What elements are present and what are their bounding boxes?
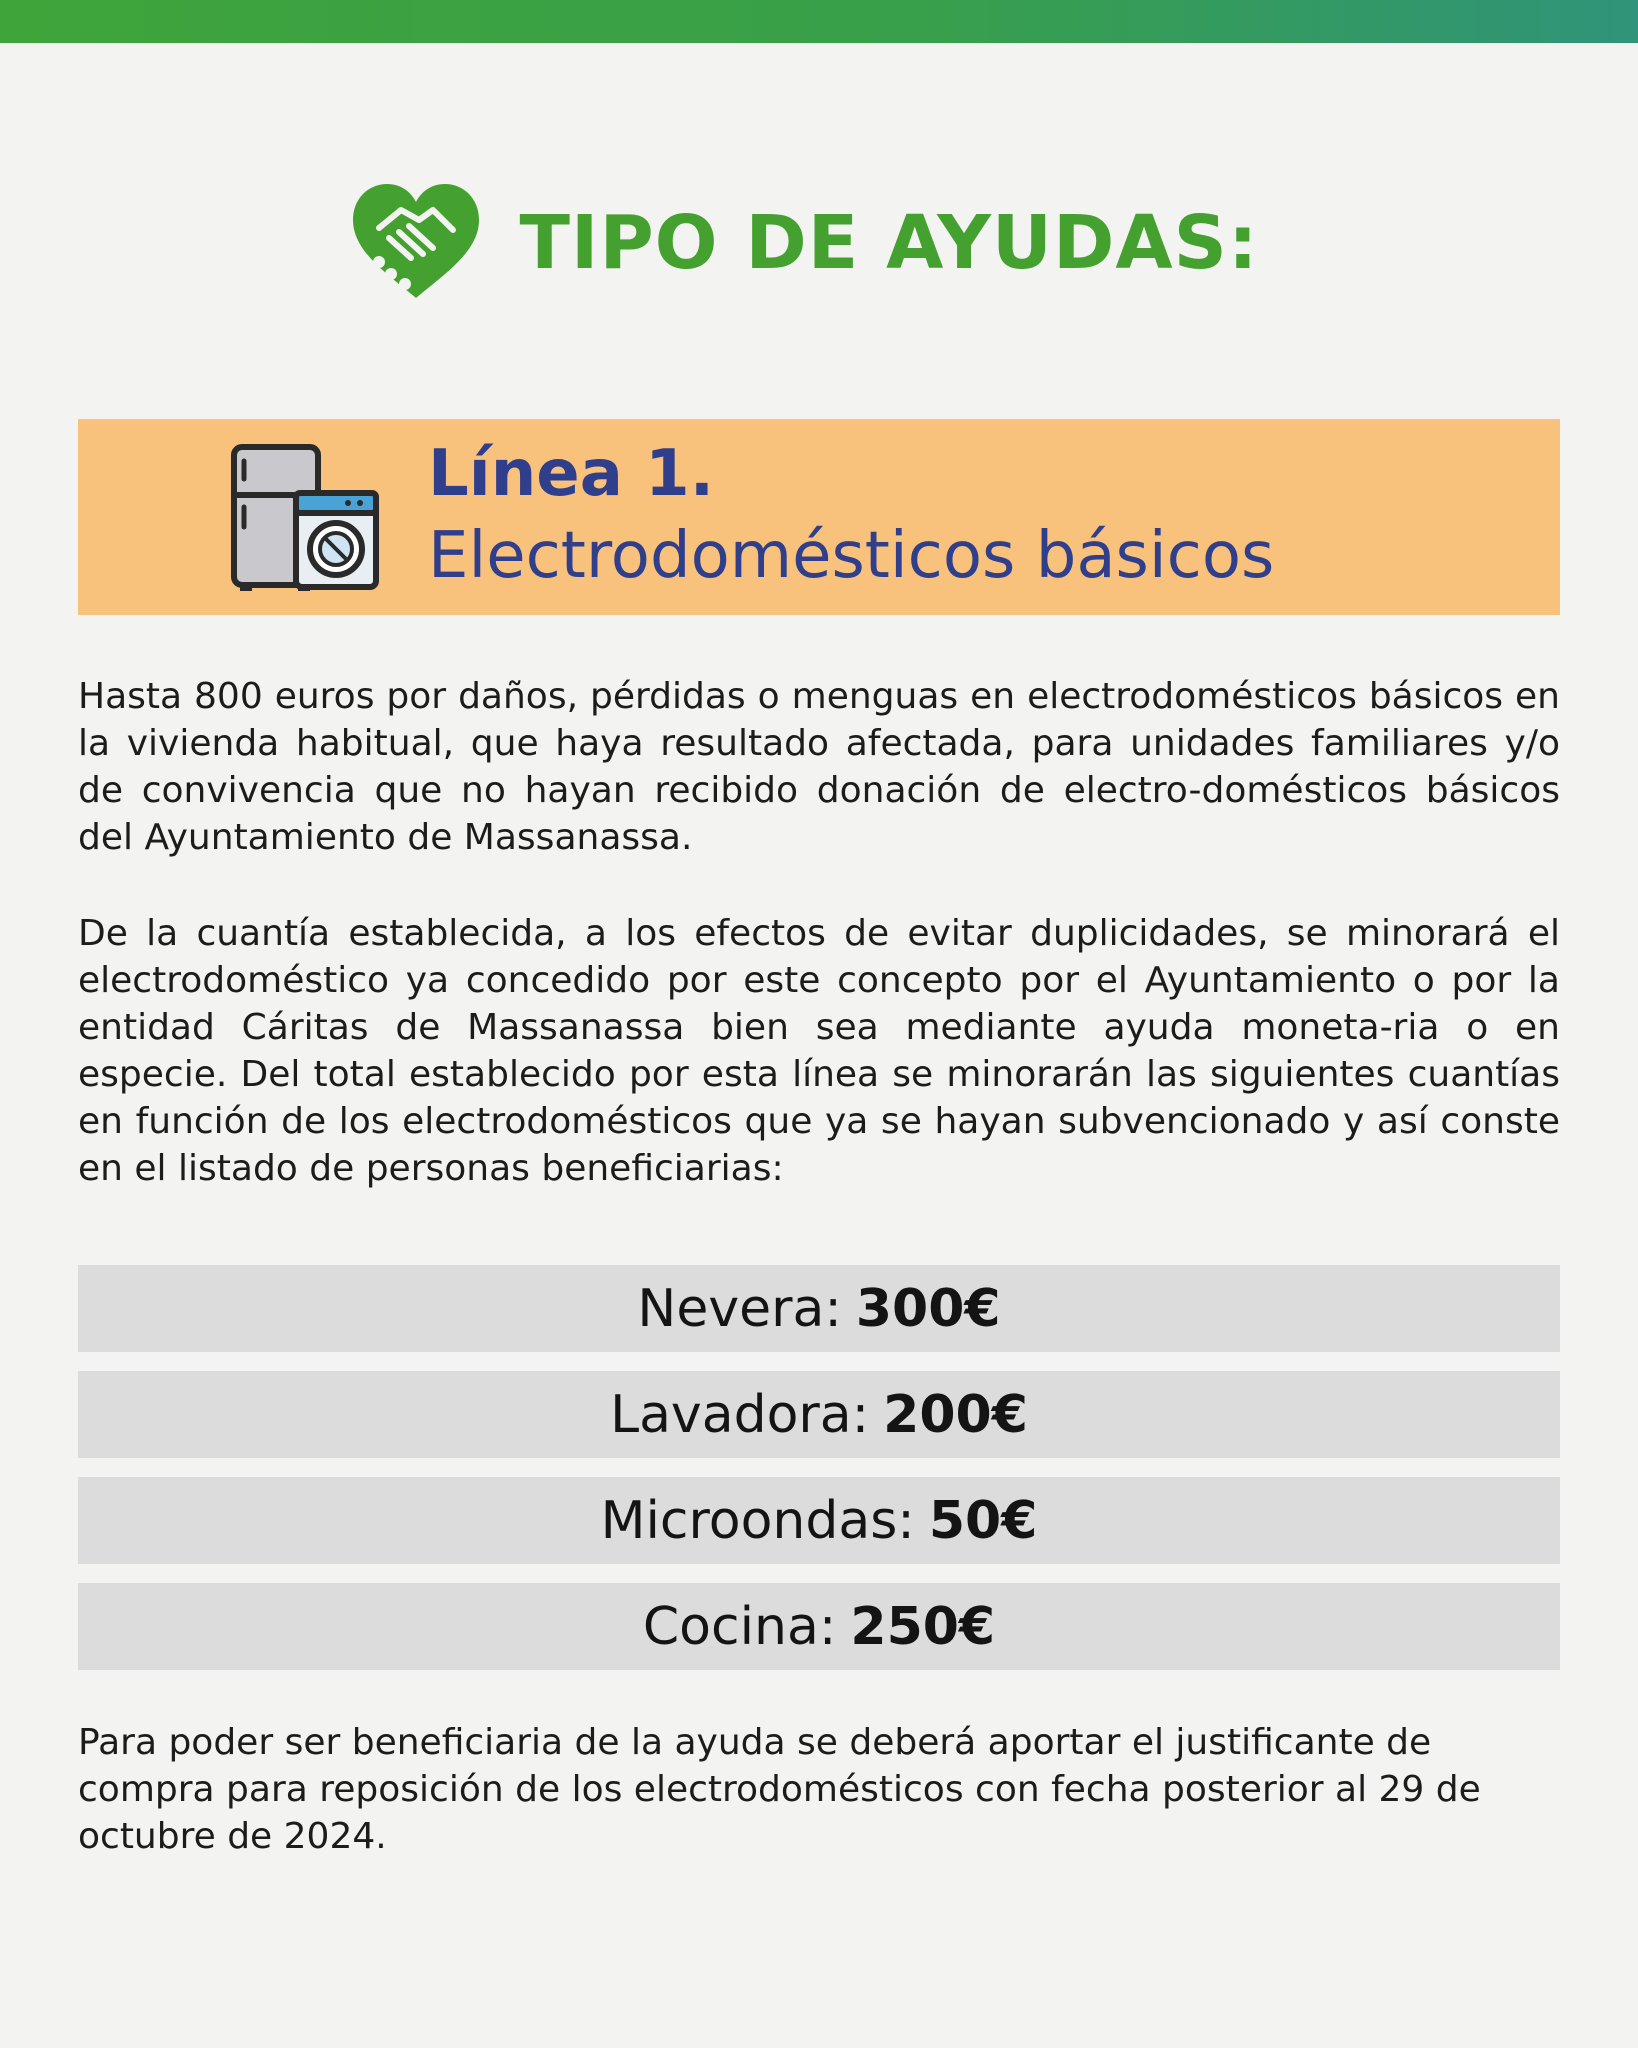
amount-value: 250€	[850, 1596, 996, 1657]
paragraph-requirement: Para poder ser beneficiaria de la ayuda se deberá aportar el justificante de compra para reposición de los electrodomésticos con fecha posterior al 29 de octubre de 2024.	[78, 1722, 1481, 1857]
amount-row-cocina	[78, 1583, 1560, 1670]
amount-value: 50€	[928, 1490, 1038, 1551]
amount-item: Lavadora:	[610, 1384, 870, 1445]
section-heading	[0, 180, 1638, 306]
paragraph-intro: Hasta 800 euros por daños, pérdidas o menguas en electrodomésticos básicos en la vivienda habitual, que haya resultado afectada, para unidades familiares y/o de convivencia que no hayan recibido donación de electro-domésticos básicos del Ayuntamiento de Massanassa.	[78, 676, 1560, 858]
amount-item: Nevera:	[637, 1278, 842, 1339]
page-title: TIPO DE AYUDAS:	[519, 200, 1259, 286]
amount-row-nevera	[78, 1265, 1560, 1352]
amount-row-microondas	[78, 1477, 1560, 1564]
amount-value: 300€	[855, 1278, 1001, 1339]
amount-value: 200€	[883, 1384, 1028, 1445]
handshake-heart-icon	[349, 180, 483, 306]
amounts-list	[78, 1265, 1560, 1689]
line-label: Línea 1.	[428, 437, 714, 511]
amount-item: Cocina:	[642, 1596, 837, 1657]
appliances-icon	[230, 443, 380, 593]
paragraph-deductions: De la cuantía establecida, a los efectos de evitar duplicidades, se minorará el electrodoméstico ya concedido por este concepto por el Ayuntamiento o por la entidad Cáritas de Massanassa bien sea mediante ayuda moneta-ria o en especie. Del total establecido por esta línea se minorarán las siguientes cuantías en función de los electrodomésticos que ya se hayan subvencionado y así conste en el listado de personas beneficiarias:	[78, 913, 1560, 1189]
top-gradient-bar	[0, 0, 1638, 43]
line-banner	[78, 419, 1560, 615]
amount-item: Microondas:	[600, 1490, 915, 1551]
line-title: Electrodomésticos básicos	[428, 519, 1275, 593]
amount-row-lavadora	[78, 1371, 1560, 1458]
